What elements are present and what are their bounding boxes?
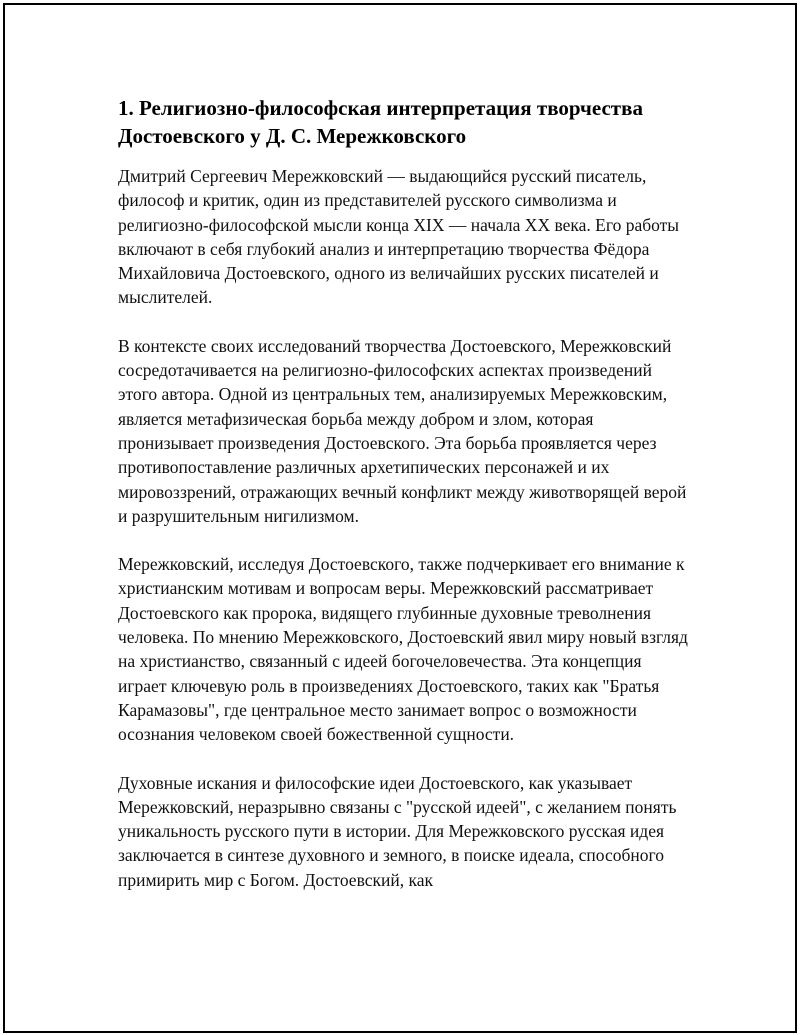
paragraph-1: Дмитрий Сергеевич Мережковский — выдающийся русский писатель, философ и критик, один из представителей русского символизма и религиозно-философской мысли конца XIX — начала XX века. Его работы включают в себя глубокий анализ и интерпретацию творчества Фёдора Михайловича Достоевского, одного из величайших русских писателей и мыслителей. xyxy=(118,166,680,308)
paragraph-2: В контексте своих исследований творчества Достоевского, Мережковский сосредотачивается на религиозно-философских аспектах произведений этого автора. Одной из центральных тем, анализируемых Мережковским, является метафизическая борьба между добром и злом, которая пронизывает произведения Достоевского. Эта борьба проявляется через противопоставление различных архетипических персонажей и их мировоззрений, отражающих вечный конфликт между животворящей верой и разрушительным нигилизмом. xyxy=(118,335,687,526)
section-heading: 1. Религиозно-философская интерпретация творчества Достоевского у Д. С. Мережковского xyxy=(118,96,643,148)
document-body xyxy=(118,94,688,916)
paragraph-4: Духовные искания и философские идеи Достоевского, как указывает Мережковский, неразрывно связаны с "русской идеей", с желанием понять уникальность русского пути в истории. Для Мережковского русская идея заключается в синтезе духовного и земного, в поиске идеала, способного примирить мир с Богом. Достоевский, как xyxy=(118,772,677,890)
paragraph-3: Мережковский, исследуя Достоевского, также подчеркивает его внимание к христианским мотивам и вопросам веры. Мережковский рассматривает Достоевского как пророка, видящего глубинные духовные треволнения человека. По мнению Мережковского, Достоевский явил миру новый взгляд на христианство, связанный с идеей богочеловечества. Эта концепция играет ключевую роль в произведениях Достоевского, таких как "Братья Карамазовы", где центральное место занимает вопрос о возможности осознания человеком своей божественной сущности. xyxy=(118,554,688,745)
